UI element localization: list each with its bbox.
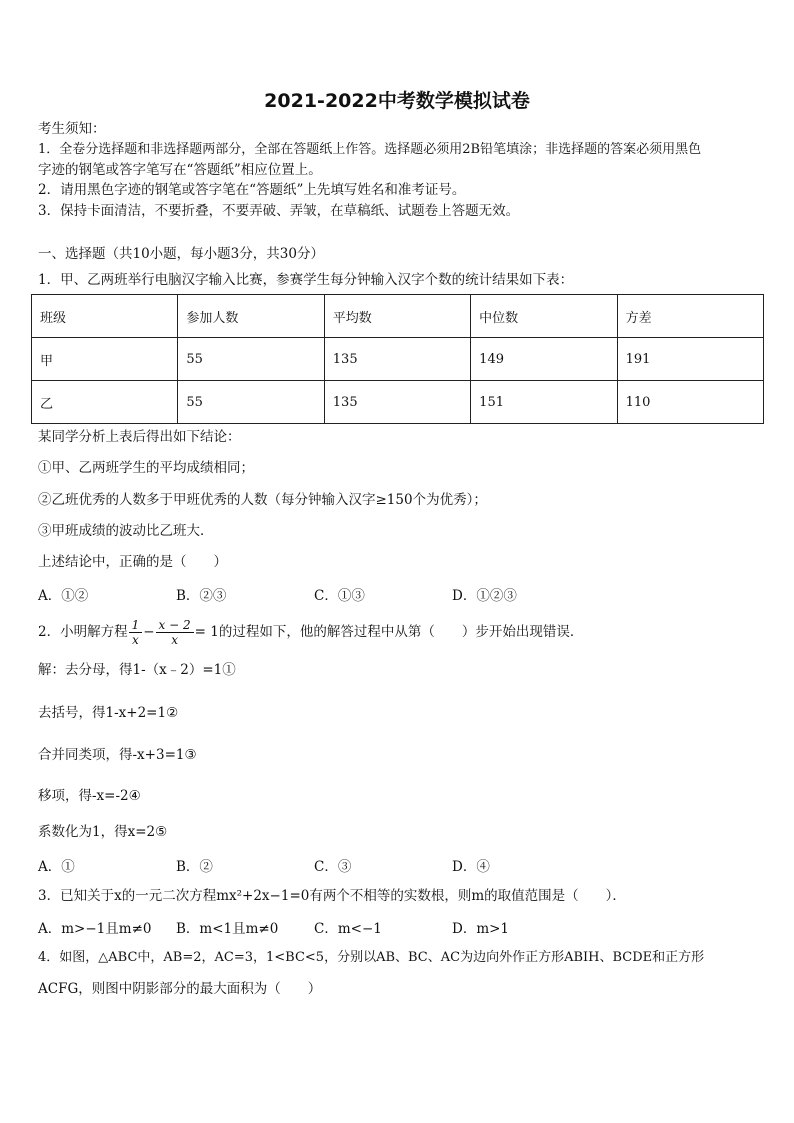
table-row <box>32 338 764 381</box>
solution-step: 移项，得-x=-2④ <box>38 788 141 804</box>
question-4-stem: 4．如图，△ABC中，AB=2，AC=3，1<BC<5，分别以AB、BC、AC为边向外作正方形ABIH、BCDE和正方形 <box>38 950 705 965</box>
analysis-line: ①甲、乙两班学生的平均成绩相同； <box>38 460 254 476</box>
equals-one: = 1 <box>194 624 219 640</box>
option-b[interactable]: B．② <box>176 859 213 875</box>
table-cell: 110 <box>617 381 763 424</box>
table-cell: 乙 <box>32 381 178 424</box>
question-2-options <box>38 855 590 875</box>
option-b[interactable]: B．m<1且m≠0 <box>176 921 279 937</box>
solution-step: 解：去分母，得1-（x﹣2）=1① <box>38 662 236 678</box>
section-heading: 一、选择题（共10小题，每小题3分，共30分） <box>38 246 324 262</box>
fraction-denominator: x <box>171 633 178 647</box>
notice-item: 2．请用黑色字迹的钢笔或答字笔在“答题纸”上先填写姓名和准考证号。 <box>38 182 466 198</box>
q2-stem-after: 的过程如下，他的解答过程中从第（ ）步开始出现错误． <box>218 624 584 640</box>
option-d[interactable]: D．④ <box>452 859 490 875</box>
fraction-denominator: x <box>132 633 139 647</box>
solution-step: 合并同类项，得-x+3=1③ <box>38 747 197 763</box>
table-cell: 151 <box>471 381 617 424</box>
question-3-stem: 3．已知关于x的一元二次方程mx²+2x−1=0有两个不相等的实数根，则m的取值范围是（ ）． <box>38 888 626 904</box>
option-c[interactable]: C．①③ <box>314 588 365 604</box>
q2-stem-before: 2．小明解方程 <box>38 624 128 640</box>
option-b[interactable]: B．②③ <box>176 588 227 604</box>
question-4-stem: ACFG，则图中阴影部分的最大面积为（ ） <box>38 981 322 997</box>
notice-item: 3．保持卡面清洁，不要折叠，不要弄破、弄皱，在草稿纸、试题卷上答题无效。 <box>38 203 520 219</box>
solution-step: 去括号，得1-x+2=1② <box>38 705 179 721</box>
analysis-line: ③甲班成绩的波动比乙班大． <box>38 523 214 539</box>
table-cell: 55 <box>178 338 324 381</box>
option-d[interactable]: D．①②③ <box>452 588 517 604</box>
table-header-cell: 平均数 <box>324 295 470 338</box>
table-cell: 191 <box>617 338 763 381</box>
table-header-row <box>32 295 764 338</box>
notice-item: 字迹的钢笔或答字笔写在“答题纸”相应位置上。 <box>38 162 322 178</box>
notice-item: 1．全卷分选择题和非选择题两部分，全部在答题纸上作答。选择题必须用2B铅笔填涂；非选择题的答案必须用黑色 <box>38 142 702 157</box>
question-3-options <box>38 917 590 937</box>
score-table <box>31 294 764 424</box>
table-cell: 甲 <box>32 338 178 381</box>
table-cell: 149 <box>471 338 617 381</box>
table-cell: 55 <box>178 381 324 424</box>
option-c[interactable]: C．③ <box>314 859 352 875</box>
solution-step: 系数化为1，得x=2⑤ <box>38 824 168 840</box>
notice-heading: 考生须知： <box>38 121 106 137</box>
option-a[interactable]: A．① <box>38 859 75 875</box>
minus-sign: − <box>143 624 155 640</box>
table-row <box>32 381 764 424</box>
option-d[interactable]: D．m>1 <box>452 921 510 937</box>
question-2-stem <box>38 612 583 652</box>
fraction-x-minus-2-over-x <box>156 618 194 647</box>
table-header-cell: 中位数 <box>471 295 617 338</box>
table-cell: 135 <box>324 338 470 381</box>
exam-title: 2021-2022中考数学模拟试卷 <box>264 90 530 112</box>
option-c[interactable]: C．m<−1 <box>314 921 382 937</box>
question-1-stem: 1．甲、乙两班举行电脑汉字输入比赛，参赛学生每分钟输入汉字个数的统计结果如下表： <box>38 272 574 288</box>
table-header-cell: 班级 <box>32 295 178 338</box>
analysis-line: 上述结论中，正确的是（ ） <box>38 554 227 570</box>
table-cell: 135 <box>324 381 470 424</box>
table-header-cell: 方差 <box>617 295 763 338</box>
question-1-options <box>38 584 590 604</box>
option-a[interactable]: A．①② <box>38 588 89 604</box>
analysis-line: 某同学分析上表后得出如下结论： <box>38 429 241 445</box>
fraction-numerator: x − 2 <box>156 618 194 633</box>
fraction-numerator: 1 <box>129 618 143 633</box>
fraction-one-over-x <box>129 618 143 647</box>
option-a[interactable]: A．m>−1且m≠0 <box>38 921 152 937</box>
table-header-cell: 参加人数 <box>178 295 324 338</box>
analysis-line: ②乙班优秀的人数多于甲班优秀的人数（每分钟输入汉字≥150个为优秀）； <box>38 492 487 508</box>
